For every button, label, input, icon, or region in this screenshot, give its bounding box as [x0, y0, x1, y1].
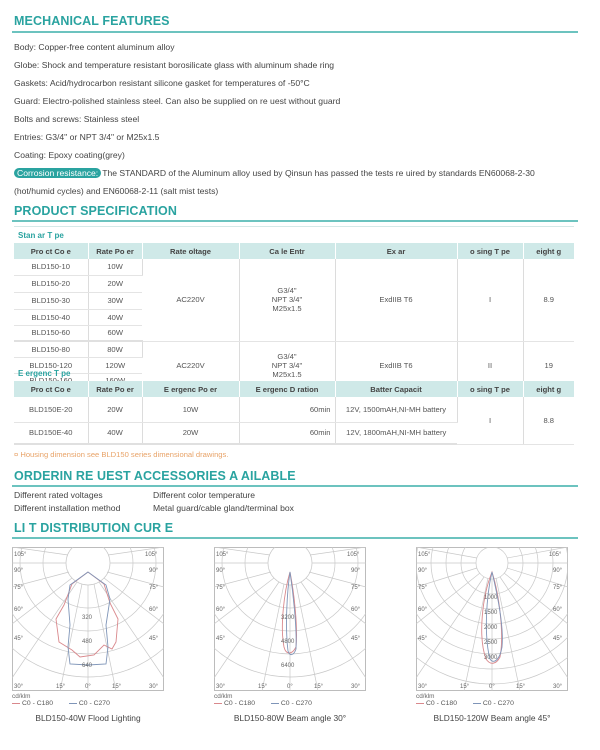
- rated-voltage: AC220V: [142, 341, 239, 389]
- svg-text:90°: 90°: [351, 568, 361, 574]
- product-code: BLD150-20: [14, 275, 88, 292]
- feature-corrosion-cont: (hot/humid cycles) and EN60068-2-11 (salt mist tests): [14, 186, 219, 196]
- ring-label: 480: [82, 639, 93, 645]
- col-rated-power: Rate Po er: [88, 381, 142, 397]
- weight: 8.9: [523, 259, 574, 341]
- ex-mark: ExdIIB T6: [335, 259, 457, 341]
- chart-legend: [214, 693, 384, 707]
- feature-corrosion: [14, 168, 535, 178]
- cable-entry-line: M25x1.5: [272, 369, 302, 379]
- standard-type-label: Stan ar T pe: [18, 231, 64, 240]
- svg-text:60°: 60°: [418, 607, 428, 613]
- svg-text:60°: 60°: [216, 607, 226, 613]
- cable-entry-line: G3/4": [277, 351, 297, 361]
- product-code: BLD150-30: [14, 292, 88, 309]
- angle-label: 30°: [149, 684, 159, 690]
- polar-plot: [12, 547, 164, 692]
- feature-coating: Coating: Epoxy coating(grey): [14, 150, 125, 160]
- col-housing-type: o sing T pe: [457, 243, 523, 259]
- corrosion-resistance-badge: Corrosion resistance:: [14, 168, 101, 178]
- col-weight: eight g: [523, 381, 574, 397]
- col-housing-type: o sing T pe: [457, 381, 523, 397]
- housing-type: II: [457, 341, 523, 389]
- ring-label: 3000: [484, 655, 498, 661]
- emergency-duration: 60min: [239, 397, 335, 422]
- emergency-power: 10W: [142, 397, 239, 422]
- svg-text:75°: 75°: [553, 585, 563, 591]
- cable-entry-line: NPT 3/4": [271, 360, 303, 370]
- battery-capacity: 12V, 1500mAH,NI-MH battery: [335, 397, 457, 422]
- housing-type: I: [457, 397, 523, 444]
- emergency-type-label: E ergenc T pe: [18, 369, 71, 378]
- table-header-row: [14, 381, 574, 397]
- legend-swatch-red: [214, 703, 222, 704]
- emergency-duration: 60min: [239, 422, 335, 444]
- table-row: [14, 397, 574, 422]
- polar-plot: [416, 547, 568, 692]
- feature-gaskets: Gaskets: Acid/hydrocarbon resistant silicone gasket for temperatures of -50°C: [14, 78, 310, 88]
- legend-unit: cd/klm: [416, 693, 435, 700]
- legend-item-c0-c270: C0 - C270: [69, 700, 110, 707]
- svg-text:30°: 30°: [351, 684, 361, 690]
- emergency-type-table: [14, 381, 574, 445]
- angle-label: 15°: [56, 684, 66, 690]
- cable-entry: [239, 259, 335, 341]
- feature-globe: Globe: Shock and temperature resistant borosilicate glass with aluminum shade ring: [14, 60, 335, 70]
- ring-label: 640: [82, 663, 93, 669]
- ordering-item: Metal guard/cable gland/terminal box: [153, 503, 294, 513]
- section-divider: [12, 220, 578, 222]
- housing-type: I: [457, 259, 523, 341]
- chart-caption: BLD150-40W Flood Lighting: [35, 713, 141, 723]
- svg-text:15°: 15°: [516, 684, 526, 690]
- product-code: BLD150-10: [14, 259, 88, 275]
- cable-entry-line: NPT 3/4": [271, 295, 303, 305]
- angle-label: 75°: [14, 585, 24, 591]
- angle-label: 30°: [14, 684, 24, 690]
- ex-mark: ExdIIB T6: [335, 341, 457, 389]
- product-code: BLD150-120: [14, 357, 88, 373]
- ring-label: 4800: [281, 639, 295, 645]
- svg-text:30°: 30°: [553, 684, 563, 690]
- angle-label: 105°: [145, 552, 158, 558]
- chart-caption: BLD150-120W Beam angle 45°: [433, 713, 551, 723]
- table-row: [14, 259, 574, 275]
- col-battery-capacity: Batter Capacit: [335, 381, 457, 397]
- angle-label: 60°: [149, 607, 159, 613]
- chart-legend: [416, 693, 586, 707]
- cable-entry-line: M25x1.5: [272, 304, 302, 314]
- svg-text:0°: 0°: [489, 684, 495, 690]
- angle-label: 90°: [14, 568, 24, 574]
- ring-label: 1000: [484, 595, 498, 601]
- product-code: BLD150-60: [14, 325, 88, 341]
- col-product-code: Pro ct Co e: [14, 381, 88, 397]
- feature-guard: Guard: Electro-polished stainless steel. Can also be supplied on re uest without guard: [14, 96, 341, 106]
- rated-power: 40W: [88, 309, 142, 325]
- light-distribution-heading: LI T DISTRIBUTION CUR E: [14, 521, 174, 535]
- angle-label: 60°: [14, 607, 24, 613]
- table-row: [14, 341, 574, 357]
- rated-power: 30W: [88, 292, 142, 309]
- mechanical-features-heading: MECHANICAL FEATURES: [14, 14, 170, 28]
- standard-type-table: [14, 243, 574, 390]
- svg-text:45°: 45°: [418, 636, 428, 642]
- product-code: BLD150-40: [14, 309, 88, 325]
- ring-label: 2500: [484, 640, 498, 646]
- col-emergency-duration: E ergenc D ration: [239, 381, 335, 397]
- svg-text:45°: 45°: [553, 636, 563, 642]
- product-code: BLD150E-20: [14, 397, 88, 422]
- feature-bolts: Bolts and screws: Stainless steel: [14, 114, 140, 124]
- legend-unit: cd/klm: [214, 693, 233, 700]
- legend-swatch-red: [416, 703, 424, 704]
- ring-label: 2000: [484, 625, 498, 631]
- polar-chart-beam-80w: [214, 547, 384, 723]
- angle-label: 45°: [149, 636, 159, 642]
- feature-entries: Entries: G3/4" or NPT 3/4" or M25x1.5: [14, 132, 160, 142]
- battery-capacity: 12V, 1800mAH,NI-MH battery: [335, 422, 457, 444]
- product-specification-heading: PRODUCT SPECIFICATION: [14, 204, 177, 218]
- svg-text:15°: 15°: [314, 684, 324, 690]
- svg-text:90°: 90°: [553, 568, 563, 574]
- rated-power: 120W: [88, 357, 142, 373]
- table-header-row: [14, 243, 574, 259]
- col-rated-voltage: Rate oltage: [142, 243, 239, 259]
- svg-text:45°: 45°: [351, 636, 361, 642]
- corrosion-text: The STANDARD of the Aluminum alloy used by Qinsun has passed the tests re uired by standards EN60068-2-30: [102, 168, 535, 178]
- section-divider: [12, 485, 578, 487]
- rated-power: 40W: [88, 422, 142, 444]
- rated-power: 60W: [88, 325, 142, 341]
- ring-label: 320: [82, 615, 93, 621]
- weight: 19: [523, 341, 574, 389]
- svg-text:90°: 90°: [418, 568, 428, 574]
- svg-text:30°: 30°: [418, 684, 428, 690]
- legend-item-c0-c270: C0 - C270: [473, 700, 514, 707]
- svg-text:15°: 15°: [258, 684, 268, 690]
- legend-item-c0-c180: C0 - C180: [214, 700, 255, 707]
- legend-unit: cd/klm: [12, 693, 31, 700]
- angle-label: 45°: [14, 636, 24, 642]
- col-cable-entry: Ca le Entr: [239, 243, 335, 259]
- section-divider: [12, 537, 578, 539]
- legend-swatch-blue: [69, 703, 77, 704]
- cable-entry-line: G3/4": [277, 286, 297, 296]
- angle-label: 105°: [14, 552, 27, 558]
- feature-body: Body: Copper-free content aluminum alloy: [14, 42, 175, 52]
- svg-text:15°: 15°: [460, 684, 470, 690]
- chart-caption: BLD150-80W Beam angle 30°: [233, 713, 347, 723]
- legend-item-c0-c270: C0 - C270: [271, 700, 312, 707]
- svg-text:45°: 45°: [216, 636, 226, 642]
- svg-text:90°: 90°: [216, 568, 226, 574]
- svg-text:0°: 0°: [287, 684, 293, 690]
- svg-text:60°: 60°: [553, 607, 563, 613]
- housing-dimension-note: ¤ Housing dimension see BLD150 series dimensional drawings.: [14, 450, 229, 459]
- rated-power: 20W: [88, 397, 142, 422]
- rated-power: 20W: [88, 275, 142, 292]
- section-divider: [12, 31, 578, 33]
- svg-text:60°: 60°: [351, 607, 361, 613]
- polar-chart-beam-120w: [416, 547, 586, 723]
- col-emergency-power: E ergenc Po er: [142, 381, 239, 397]
- svg-text:75°: 75°: [216, 585, 226, 591]
- col-product-code: Pro ct Co e: [14, 243, 88, 259]
- svg-text:30°: 30°: [216, 684, 226, 690]
- col-rated-power: Rate Po er: [88, 243, 142, 259]
- legend-item-c0-c180: C0 - C180: [12, 700, 53, 707]
- ordering-item: Different rated voltages: [14, 490, 103, 500]
- col-ex-mark: Ex ar: [335, 243, 457, 259]
- chart-legend: [12, 693, 182, 707]
- product-code: BLD150E-40: [14, 422, 88, 444]
- polar-plot: [214, 547, 366, 692]
- svg-text:105°: 105°: [418, 552, 431, 558]
- legend-swatch-blue: [271, 703, 279, 704]
- angle-label: 0°: [85, 684, 91, 690]
- svg-text:75°: 75°: [351, 585, 361, 591]
- legend-item-c0-c180: C0 - C180: [416, 700, 457, 707]
- weight: 8.8: [523, 397, 574, 444]
- col-weight: eight g: [523, 243, 574, 259]
- rated-power: 80W: [88, 341, 142, 357]
- legend-swatch-red: [12, 703, 20, 704]
- svg-text:75°: 75°: [418, 585, 428, 591]
- svg-text:105°: 105°: [347, 552, 360, 558]
- rated-power: 10W: [88, 259, 142, 275]
- rated-voltage: AC220V: [142, 259, 239, 341]
- svg-text:105°: 105°: [549, 552, 562, 558]
- ring-label: 6400: [281, 663, 295, 669]
- emergency-power: 20W: [142, 422, 239, 444]
- ordering-accessories-heading: ORDERIN RE UEST ACCESSORIES A AILABLE: [14, 469, 296, 483]
- angle-label: 75°: [149, 585, 159, 591]
- ordering-item: Different color temperature: [153, 490, 256, 500]
- angle-label: 90°: [149, 568, 159, 574]
- legend-swatch-blue: [473, 703, 481, 704]
- ordering-item: Different installation method: [14, 503, 121, 513]
- angle-label: 15°: [112, 684, 122, 690]
- svg-text:105°: 105°: [216, 552, 229, 558]
- ring-label: 3200: [281, 615, 295, 621]
- table-top-rule: [14, 226, 574, 227]
- polar-chart-flood-40w: [12, 547, 182, 723]
- ring-label: 1500: [484, 610, 498, 616]
- product-code: BLD150-80: [14, 341, 88, 357]
